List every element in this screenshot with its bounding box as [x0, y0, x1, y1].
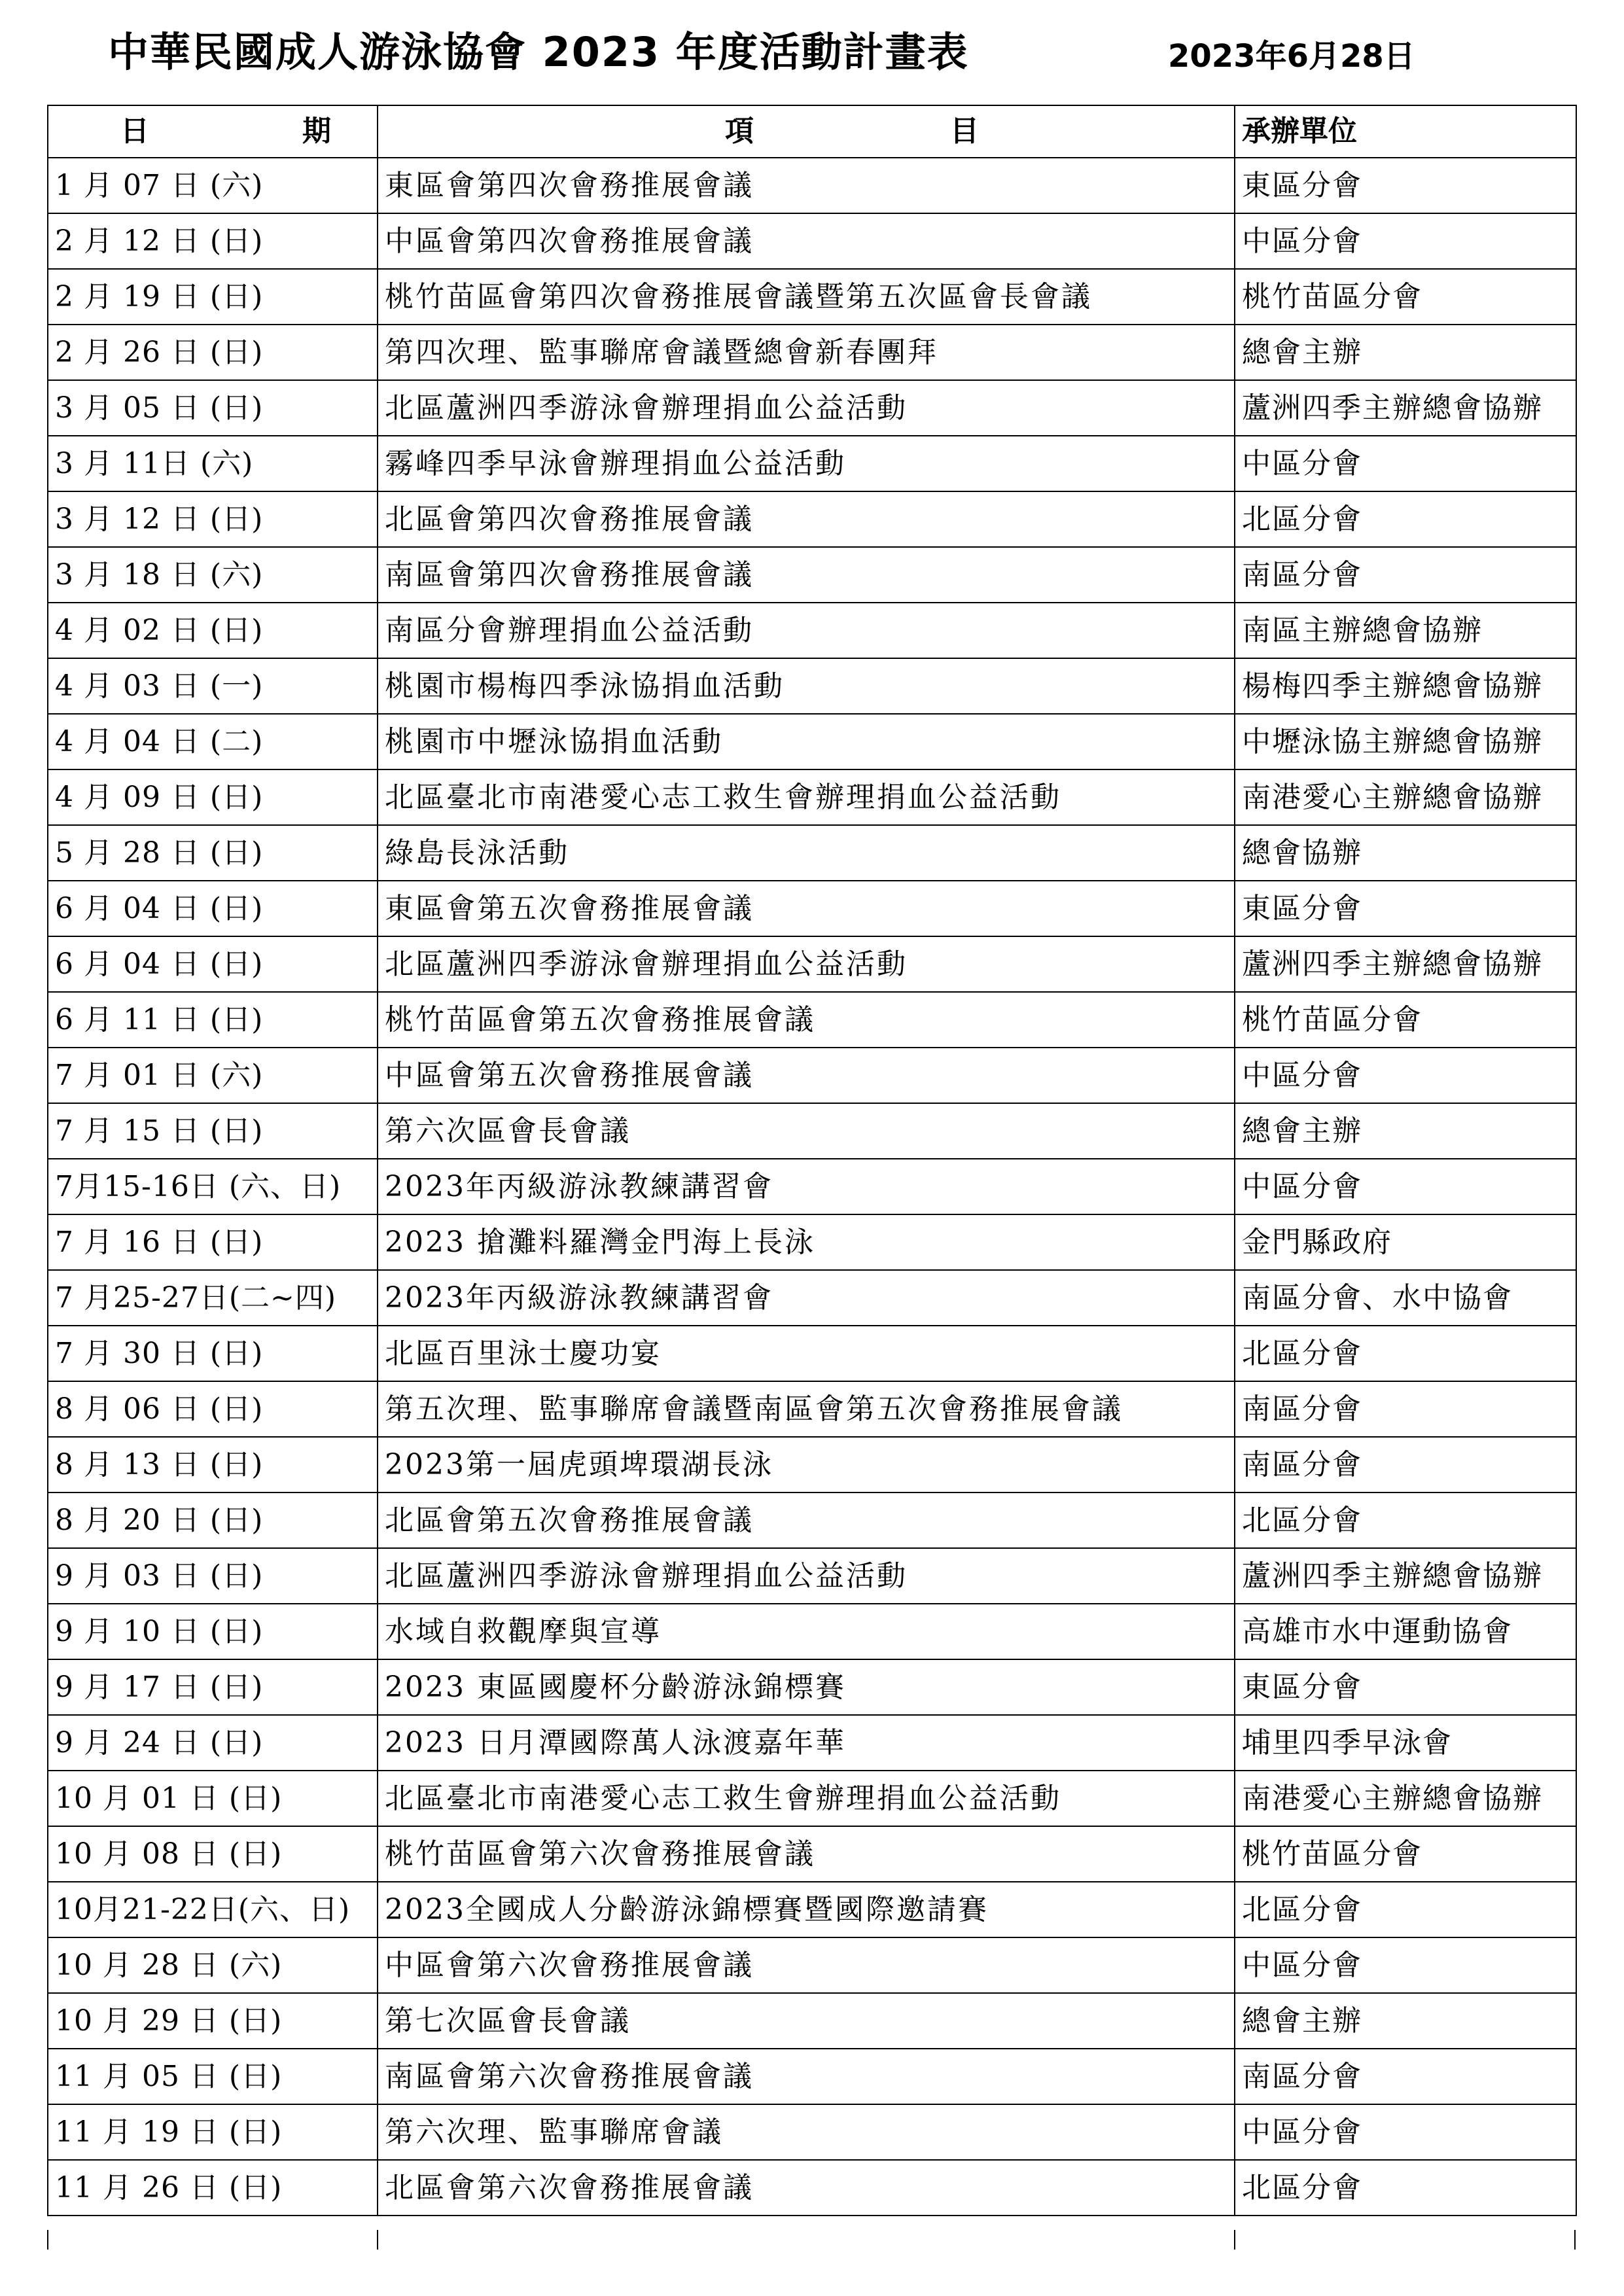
table-row — [48, 436, 1576, 491]
table-row — [48, 269, 1576, 325]
row-unit: 北區分會 — [1235, 2160, 1576, 2216]
row-item: 2023全國成人分齡游泳錦標賽暨國際邀請賽 — [378, 1882, 1235, 1937]
row-item: 2023年丙級游泳教練講習會 — [378, 1270, 1235, 1326]
table-row — [48, 1548, 1576, 1604]
activity-schedule-table — [47, 105, 1577, 2216]
row-unit: 南區分會 — [1235, 1437, 1576, 1492]
table-row — [48, 1604, 1576, 1659]
row-unit: 中區分會 — [1235, 1159, 1576, 1214]
table-row — [48, 1715, 1576, 1771]
page-title: 中華民國成人游泳協會 2023 年度活動計畫表 — [108, 28, 969, 76]
row-item: 北區會第五次會務推展會議 — [378, 1492, 1235, 1548]
row-unit: 中區分會 — [1235, 1048, 1576, 1103]
header-item-left: 項 — [725, 115, 754, 148]
row-item: 東區會第五次會務推展會議 — [378, 881, 1235, 936]
row-date: 3 月 18 日 (六) — [48, 547, 378, 603]
row-date: 7 月25-27日(二~四) — [48, 1270, 378, 1326]
row-date: 10月21-22日(六、日) — [48, 1882, 378, 1937]
row-date: 7月15-16日 (六、日) — [48, 1159, 378, 1214]
table-row — [48, 1214, 1576, 1270]
row-unit: 北區分會 — [1235, 491, 1576, 547]
row-item: 南區分會辦理捐血公益活動 — [378, 603, 1235, 658]
row-item: 桃園市中壢泳協捐血活動 — [378, 714, 1235, 769]
row-item: 2023 搶灘料羅灣金門海上長泳 — [378, 1214, 1235, 1270]
row-date: 7 月 30 日 (日) — [48, 1326, 378, 1381]
row-date: 6 月 04 日 (日) — [48, 881, 378, 936]
header-date — [48, 105, 378, 158]
table-row — [48, 1270, 1576, 1326]
table-row — [48, 2104, 1576, 2160]
row-item: 中區會第五次會務推展會議 — [378, 1048, 1235, 1103]
row-date: 11 月 26 日 (日) — [48, 2160, 378, 2216]
row-unit: 桃竹苗區分會 — [1235, 269, 1576, 325]
table-row — [48, 881, 1576, 936]
row-unit: 北區分會 — [1235, 1882, 1576, 1937]
row-date: 3 月 11日 (六) — [48, 436, 378, 491]
row-unit: 東區分會 — [1235, 158, 1576, 213]
row-unit: 總會協辦 — [1235, 825, 1576, 881]
row-item: 北區會第四次會務推展會議 — [378, 491, 1235, 547]
row-date: 2 月 19 日 (日) — [48, 269, 378, 325]
table-row — [48, 1937, 1576, 1993]
row-item: 第七次區會長會議 — [378, 1993, 1235, 2049]
row-unit: 中區分會 — [1235, 1937, 1576, 1993]
table-row — [48, 603, 1576, 658]
table-row — [48, 2160, 1576, 2216]
row-item: 南區會第六次會務推展會議 — [378, 2049, 1235, 2104]
row-item: 水域自救觀摩與宣導 — [378, 1604, 1235, 1659]
row-item: 南區會第四次會務推展會議 — [378, 547, 1235, 603]
row-unit: 南區分會 — [1235, 2049, 1576, 2104]
table-row — [48, 1437, 1576, 1492]
table-row — [48, 325, 1576, 380]
table-row — [48, 1659, 1576, 1715]
table-row — [48, 1326, 1576, 1381]
table-row — [48, 491, 1576, 547]
row-unit: 總會主辦 — [1235, 325, 1576, 380]
table-row — [48, 825, 1576, 881]
table-row — [48, 1381, 1576, 1437]
row-date: 7 月 01 日 (六) — [48, 1048, 378, 1103]
row-item: 北區蘆洲四季游泳會辦理捐血公益活動 — [378, 380, 1235, 436]
row-item: 桃園市楊梅四季泳協捐血活動 — [378, 658, 1235, 714]
row-unit: 北區分會 — [1235, 1492, 1576, 1548]
row-item: 北區蘆洲四季游泳會辦理捐血公益活動 — [378, 936, 1235, 992]
row-item: 2023年丙級游泳教練講習會 — [378, 1159, 1235, 1214]
row-unit: 總會主辦 — [1235, 1103, 1576, 1159]
row-unit: 楊梅四季主辦總會協辦 — [1235, 658, 1576, 714]
table-row — [48, 714, 1576, 769]
row-date: 3 月 05 日 (日) — [48, 380, 378, 436]
row-unit: 高雄市水中運動協會 — [1235, 1604, 1576, 1659]
row-date: 4 月 03 日 (一) — [48, 658, 378, 714]
row-item: 第六次理、監事聯席會議 — [378, 2104, 1235, 2160]
row-unit: 金門縣政府 — [1235, 1214, 1576, 1270]
row-item: 綠島長泳活動 — [378, 825, 1235, 881]
row-date: 7 月 16 日 (日) — [48, 1214, 378, 1270]
row-date: 10 月 08 日 (日) — [48, 1826, 378, 1882]
row-date: 11 月 19 日 (日) — [48, 2104, 378, 2160]
table-row — [48, 1492, 1576, 1548]
table-row — [48, 992, 1576, 1048]
row-item: 北區蘆洲四季游泳會辦理捐血公益活動 — [378, 1548, 1235, 1604]
row-date: 4 月 02 日 (日) — [48, 603, 378, 658]
row-date: 4 月 09 日 (日) — [48, 769, 378, 825]
table-row — [48, 1882, 1576, 1937]
row-date: 11 月 05 日 (日) — [48, 2049, 378, 2104]
row-unit: 北區分會 — [1235, 1326, 1576, 1381]
table-row — [48, 213, 1576, 269]
table-row — [48, 1159, 1576, 1214]
row-unit: 埔里四季早泳會 — [1235, 1715, 1576, 1771]
row-unit: 中區分會 — [1235, 2104, 1576, 2160]
row-unit: 東區分會 — [1235, 881, 1576, 936]
row-unit: 南區分會 — [1235, 547, 1576, 603]
table-row — [48, 1771, 1576, 1826]
row-item: 北區百里泳士慶功宴 — [378, 1326, 1235, 1381]
row-unit: 東區分會 — [1235, 1659, 1576, 1715]
document-date: 2023年6月28日 — [1168, 38, 1415, 75]
row-date: 8 月 13 日 (日) — [48, 1437, 378, 1492]
table-header-row — [48, 105, 1576, 158]
row-unit: 南港愛心主辦總會協辦 — [1235, 769, 1576, 825]
header-unit: 承辦單位 — [1235, 105, 1576, 158]
row-date: 4 月 04 日 (二) — [48, 714, 378, 769]
row-item: 第六次區會長會議 — [378, 1103, 1235, 1159]
row-date: 2 月 12 日 (日) — [48, 213, 378, 269]
row-date: 10 月 01 日 (日) — [48, 1771, 378, 1826]
table-row — [48, 936, 1576, 992]
row-unit: 南港愛心主辦總會協辦 — [1235, 1771, 1576, 1826]
row-unit: 南區分會、水中協會 — [1235, 1270, 1576, 1326]
table-row — [48, 1993, 1576, 2049]
row-unit: 南區分會 — [1235, 1381, 1576, 1437]
row-date: 7 月 15 日 (日) — [48, 1103, 378, 1159]
row-item: 中區會第四次會務推展會議 — [378, 213, 1235, 269]
table-row — [48, 2049, 1576, 2104]
table-row — [48, 658, 1576, 714]
row-item: 北區臺北市南港愛心志工救生會辦理捐血公益活動 — [378, 769, 1235, 825]
row-unit: 中壢泳協主辦總會協辦 — [1235, 714, 1576, 769]
row-item: 第四次理、監事聯席會議暨總會新春團拜 — [378, 325, 1235, 380]
table-continuation — [47, 2230, 1576, 2250]
row-item: 2023第一屆虎頭埤環湖長泳 — [378, 1437, 1235, 1492]
header-date-left: 日 — [120, 115, 149, 148]
row-unit: 中區分會 — [1235, 213, 1576, 269]
row-item: 2023 日月潭國際萬人泳渡嘉年華 — [378, 1715, 1235, 1771]
page-header — [0, 20, 1624, 98]
row-unit: 桃竹苗區分會 — [1235, 992, 1576, 1048]
row-item: 中區會第六次會務推展會議 — [378, 1937, 1235, 1993]
table-row — [48, 1826, 1576, 1882]
table-row — [48, 158, 1576, 213]
header-date-right: 期 — [302, 115, 331, 148]
row-unit: 蘆洲四季主辦總會協辦 — [1235, 1548, 1576, 1604]
header-item-right: 目 — [950, 115, 979, 148]
row-date: 8 月 20 日 (日) — [48, 1492, 378, 1548]
table-row — [48, 380, 1576, 436]
row-item: 桃竹苗區會第四次會務推展會議暨第五次區會長會議 — [378, 269, 1235, 325]
row-unit: 中區分會 — [1235, 436, 1576, 491]
row-item: 北區會第六次會務推展會議 — [378, 2160, 1235, 2216]
row-date: 6 月 04 日 (日) — [48, 936, 378, 992]
row-date: 6 月 11 日 (日) — [48, 992, 378, 1048]
row-date: 9 月 24 日 (日) — [48, 1715, 378, 1771]
row-date: 1 月 07 日 (六) — [48, 158, 378, 213]
table-row — [48, 1103, 1576, 1159]
row-unit: 桃竹苗區分會 — [1235, 1826, 1576, 1882]
row-unit: 蘆洲四季主辦總會協辦 — [1235, 936, 1576, 992]
table-row — [48, 547, 1576, 603]
table-row — [48, 769, 1576, 825]
row-date: 2 月 26 日 (日) — [48, 325, 378, 380]
table-row — [48, 1048, 1576, 1103]
row-date: 3 月 12 日 (日) — [48, 491, 378, 547]
row-date: 8 月 06 日 (日) — [48, 1381, 378, 1437]
row-unit: 南區主辦總會協辦 — [1235, 603, 1576, 658]
row-unit: 總會主辦 — [1235, 1993, 1576, 2049]
row-item: 2023 東區國慶杯分齡游泳錦標賽 — [378, 1659, 1235, 1715]
row-item: 北區臺北市南港愛心志工救生會辦理捐血公益活動 — [378, 1771, 1235, 1826]
row-date: 5 月 28 日 (日) — [48, 825, 378, 881]
row-item: 霧峰四季早泳會辦理捐血公益活動 — [378, 436, 1235, 491]
row-date: 10 月 29 日 (日) — [48, 1993, 378, 2049]
row-date: 9 月 17 日 (日) — [48, 1659, 378, 1715]
row-item: 東區會第四次會務推展會議 — [378, 158, 1235, 213]
row-date: 9 月 10 日 (日) — [48, 1604, 378, 1659]
header-item — [378, 105, 1235, 158]
row-item: 桃竹苗區會第五次會務推展會議 — [378, 992, 1235, 1048]
row-item: 桃竹苗區會第六次會務推展會議 — [378, 1826, 1235, 1882]
row-date: 9 月 03 日 (日) — [48, 1548, 378, 1604]
row-date: 10 月 28 日 (六) — [48, 1937, 378, 1993]
row-unit: 蘆洲四季主辦總會協辦 — [1235, 380, 1576, 436]
row-item: 第五次理、監事聯席會議暨南區會第五次會務推展會議 — [378, 1381, 1235, 1437]
